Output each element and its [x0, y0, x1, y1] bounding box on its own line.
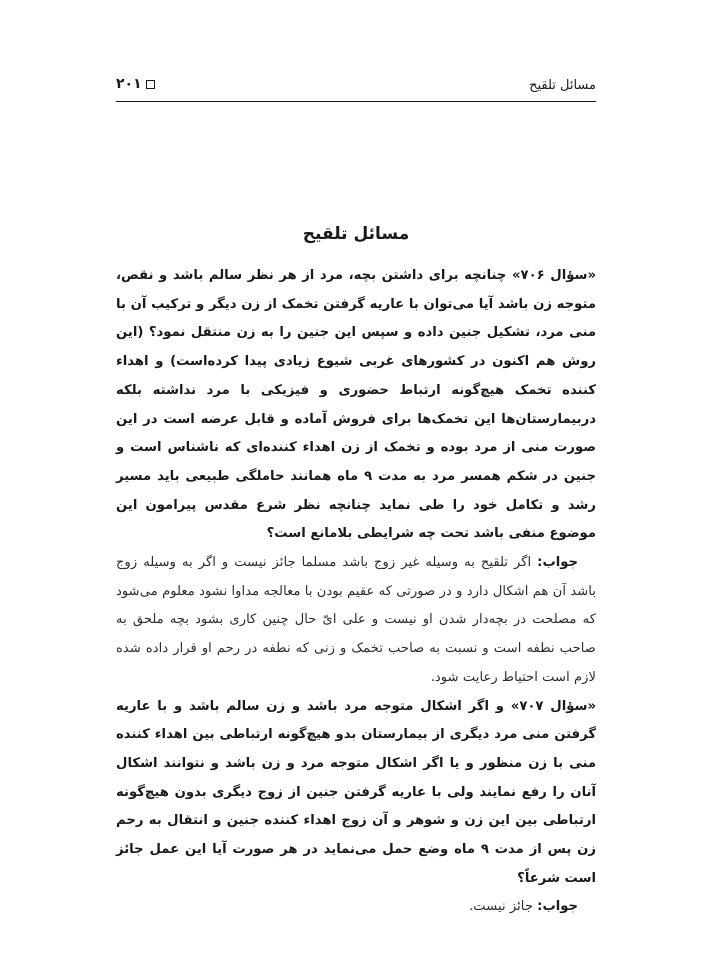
running-title: مسائل تلقیح	[529, 78, 596, 93]
answer-706-label: جواب:	[537, 555, 578, 571]
square-ornament-icon	[146, 80, 155, 89]
question-707-text: و اگر اشکال متوجه مرد باشد و زن سالم باشد و با عاریه گرفتن منی مرد دیگری از بیمارستان بدو هیچ‌گونه ارتباطی بین اهداء کننده منی با زن منظور و یا اگر اشکال متوجه مرد و زن باشد و نتوانند اشکال آنان را رفع نمایند ولی با عاریه گرفتن جنین از زوج دیگری بدون هیچ‌گونه ارتباطی بین این زن و شوهر و آن زوج اهداء کننده جنین و انتقال به رحم زن پس از مدت ۹ ماه وضع حمل می‌نماید در هر صورت آیا این عمل جائز است شرعاً؟	[116, 698, 596, 886]
body-text	[116, 262, 596, 922]
answer-707	[116, 893, 596, 922]
answer-706	[116, 549, 596, 693]
answer-707-label: جواب:	[537, 899, 578, 915]
question-706	[116, 262, 596, 549]
question-706-label: «سؤال ۷۰۶»	[512, 268, 597, 283]
answer-706-text: اگر تلقیح به وسیله غیر زوج باشد مسلما جائز نیست و اگر به وسیله زوج باشد آن هم اشکال دارد و در صورتی که عقیم بودن با معالجه مداوا نشود معلوم می‌شود که مصلحت در بچه‌دار شدن او نیست و علی ایّ حال چنین کاری بشود بچه ملحق به صاحب نطفه است و نسبت به صاحب تخمک و زنی که نطفه در رحم او قرار داده شده لازم است احتیاط رعایت شود.	[116, 555, 596, 685]
question-707-label: «سؤال ۷۰۷»	[510, 698, 596, 714]
question-707	[116, 693, 596, 894]
page-header	[116, 76, 596, 100]
chapter-title: مسائل تلقیح	[302, 224, 410, 244]
answer-707-text: جائز نیست.	[469, 899, 538, 915]
header-rule	[116, 101, 596, 102]
page-number-block	[116, 76, 155, 92]
question-706-text: چنانچه برای داشتن بچه، مرد از هر نظر سالم باشد و نقص، متوجه زن باشد آیا می‌توان با عاریه گرفتن تخمک از زن دیگر و ترکیب آن با منی مرد، تشکیل جنین داده و سپس این جنین را به زن منتقل نمود؟ (این روش هم اکنون در کشورهای غربی شیوع زیادی پیدا کرده‌است) و اهداء کننده تخمک هیچ‌گونه ارتباط حضوری و فیزیکی با مرد نداشته بلکه دربیمارستان‌ها این تخمک‌ها برای فروش آماده و قابل عرضه است در این صورت منی از مرد بوده و تخمک از زن اهداء کننده‌ای که ناشناس است و جنین در شکم همسر مرد به مدت ۹ ماه همانند حاملگی طبیعی باید مسیر رشد و تکامل خود را طی نماید چنانچه نظر شرع مقدس پیرامون این موضوع منفی باشد تحت چه شرایطی بلامانع است؟	[116, 268, 596, 542]
page-number: ۲۰۱	[116, 76, 142, 92]
